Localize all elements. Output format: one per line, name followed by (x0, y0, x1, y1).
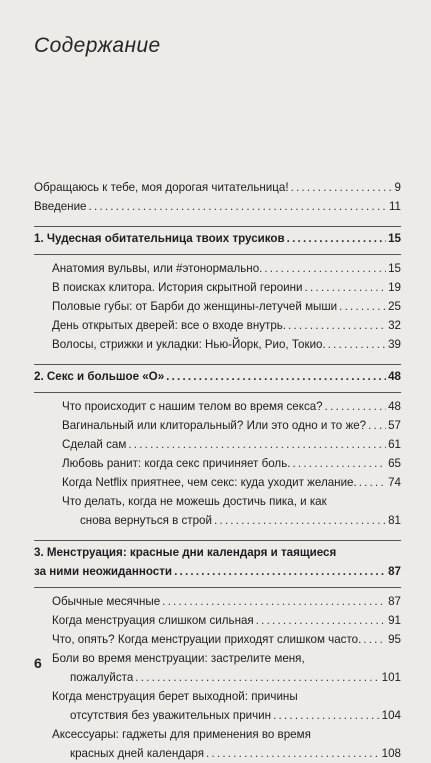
toc-entry (62, 473, 401, 492)
toc-entry-page: 65 (388, 457, 401, 470)
toc-entry-label-line1: Когда менструация берет выходной: причины (52, 690, 298, 703)
toc-entry-label: В поисках клитора. История скрытной героини (52, 281, 303, 294)
toc-entry-label: Когда менструация слишком сильная (52, 614, 254, 627)
toc-entry-multiline (52, 649, 401, 687)
dot-leader (328, 335, 386, 354)
toc-entry-line2-row (70, 744, 401, 763)
toc-entry (52, 630, 401, 649)
toc-entry-line2-row (70, 706, 401, 725)
toc-entry-page: 81 (388, 514, 401, 527)
dot-leader (273, 706, 380, 725)
page-title: Содержание (34, 34, 161, 57)
toc-entry-page: 19 (388, 281, 401, 294)
toc-entry-label: Что, опять? Когда менструации приходят слишком часто. (52, 633, 362, 646)
dot-leader (291, 178, 393, 197)
dot-leader (174, 562, 386, 581)
toc-entry-page: 95 (388, 633, 401, 646)
toc-entry-label: Анатомия вульвы, или #этонормально. (52, 262, 263, 275)
dot-leader (135, 668, 379, 687)
toc-entry-label-line1: Аксессуары: гаджеты для применения во время (52, 728, 311, 741)
toc-entry-label-line2: отсутствия без уважительных причин (70, 709, 272, 722)
toc-entry (52, 592, 401, 611)
chapter-title-row (34, 367, 401, 386)
toc-entry-label-line1: Боли во время менструации: застрелите меня, (52, 652, 305, 665)
chapter-title-underline (34, 587, 401, 588)
toc-entry-page: 57 (388, 419, 401, 432)
toc-entry-label: Сделай сам (62, 438, 127, 451)
toc-entry-label: Вагинальный или клиторальный? Или это одно и то же? (62, 419, 367, 432)
toc-entry-page: 11 (388, 200, 401, 213)
toc-entry-label-line1: Что делать, когда не можешь достичь пика, и как (62, 495, 327, 508)
toc-entry-page: 48 (388, 400, 401, 413)
toc-entry-page: 9 (394, 181, 401, 194)
chapter-2 (34, 365, 401, 530)
table-of-contents (34, 178, 401, 763)
toc-entry-page: 61 (388, 438, 401, 451)
toc-entry (52, 259, 401, 278)
chapter-title: 1. Чудесная обитательница твоих трусиков (34, 232, 285, 245)
toc-entry-label: Обращаюсь к тебе, моя дорогая читательница! (34, 181, 289, 194)
dot-leader (368, 416, 386, 435)
toc-entry-line2-row (80, 511, 401, 530)
toc-entry-multiline (52, 687, 401, 725)
toc-entry (52, 278, 401, 297)
dot-leader (166, 367, 386, 386)
toc-entry (62, 416, 401, 435)
dot-leader (256, 611, 386, 630)
chapter-title-line1: 3. Менструация: красные дни календаря и таящиеся (34, 546, 337, 559)
toc-entry-line2-row (70, 668, 401, 687)
toc-entry-label: Половые губы: от Барби до женщины-летучей мыши (52, 300, 338, 313)
toc-entry-label: Что происходит с нашим телом во время секса? (62, 400, 323, 413)
chapter-title: 2. Секс и большое «О» (34, 370, 165, 383)
dot-leader (339, 297, 386, 316)
toc-entry-page: 104 (381, 709, 401, 722)
toc-entry-label: Любовь ранит: когда секс причиняет боль. (62, 457, 291, 470)
chapter-1 (34, 227, 401, 354)
toc-entry (52, 611, 401, 630)
toc-entry-label-line2: пожалуйста (70, 671, 134, 684)
toc-entry-label-line2: снова вернуться в строй (80, 514, 212, 527)
chapter-title-underline (34, 254, 401, 255)
toc-entry (52, 316, 401, 335)
dot-leader (288, 316, 386, 335)
toc-entry-foreword (34, 178, 401, 197)
toc-entry (62, 454, 401, 473)
toc-entry-page: 39 (388, 338, 401, 351)
toc-entry-label-line2: красных дней календаря (70, 747, 205, 760)
toc-entry (62, 435, 401, 454)
dot-leader (89, 197, 387, 216)
toc-entry-page: 32 (388, 319, 401, 332)
dot-leader (292, 454, 386, 473)
chapter-title-underline (34, 392, 401, 393)
toc-entry-page: 108 (381, 747, 401, 760)
chapter-title-line2-row (34, 562, 401, 581)
toc-entry (52, 335, 401, 354)
chapter-title-multiline (34, 543, 401, 581)
toc-entry-page: 15 (388, 262, 401, 275)
toc-entry-label: Волосы, стрижки и укладки: Нью-Йорк, Рио, Токио. (52, 338, 326, 351)
toc-entry (62, 397, 401, 416)
dot-leader (128, 435, 386, 454)
chapter-page: 15 (388, 232, 401, 245)
chapter-title-line2: за ними неожиданности (34, 565, 173, 578)
toc-entry-multiline (52, 725, 401, 763)
toc-entry (52, 297, 401, 316)
toc-entry-label: Обычные месячные (52, 595, 161, 608)
toc-entry-label: Введение (34, 200, 87, 213)
chapter-page: 87 (388, 565, 401, 578)
toc-entry-page: 87 (388, 595, 401, 608)
page-number: 6 (34, 655, 42, 671)
dot-leader (287, 229, 386, 248)
toc-entry-label: Когда Netflix приятнее, чем секс: куда уходит желание. (62, 476, 357, 489)
dot-leader (162, 592, 386, 611)
toc-entry-label: День открытых дверей: все о входе внутрь. (52, 319, 287, 332)
dot-leader (363, 630, 386, 649)
toc-entry-page: 25 (388, 300, 401, 313)
toc-entry-intro (34, 197, 401, 216)
dot-leader (206, 744, 380, 763)
dot-leader (214, 511, 386, 530)
dot-leader (264, 259, 386, 278)
toc-entry-page: 74 (388, 476, 401, 489)
chapter-title-row (34, 229, 401, 248)
dot-leader (325, 397, 386, 416)
toc-entry-multiline (62, 492, 401, 530)
dot-leader (359, 473, 386, 492)
chapter-3 (34, 541, 401, 763)
chapter-page: 48 (388, 370, 401, 383)
dot-leader (305, 278, 387, 297)
toc-entry-page: 91 (388, 614, 401, 627)
toc-entry-page: 101 (381, 671, 401, 684)
